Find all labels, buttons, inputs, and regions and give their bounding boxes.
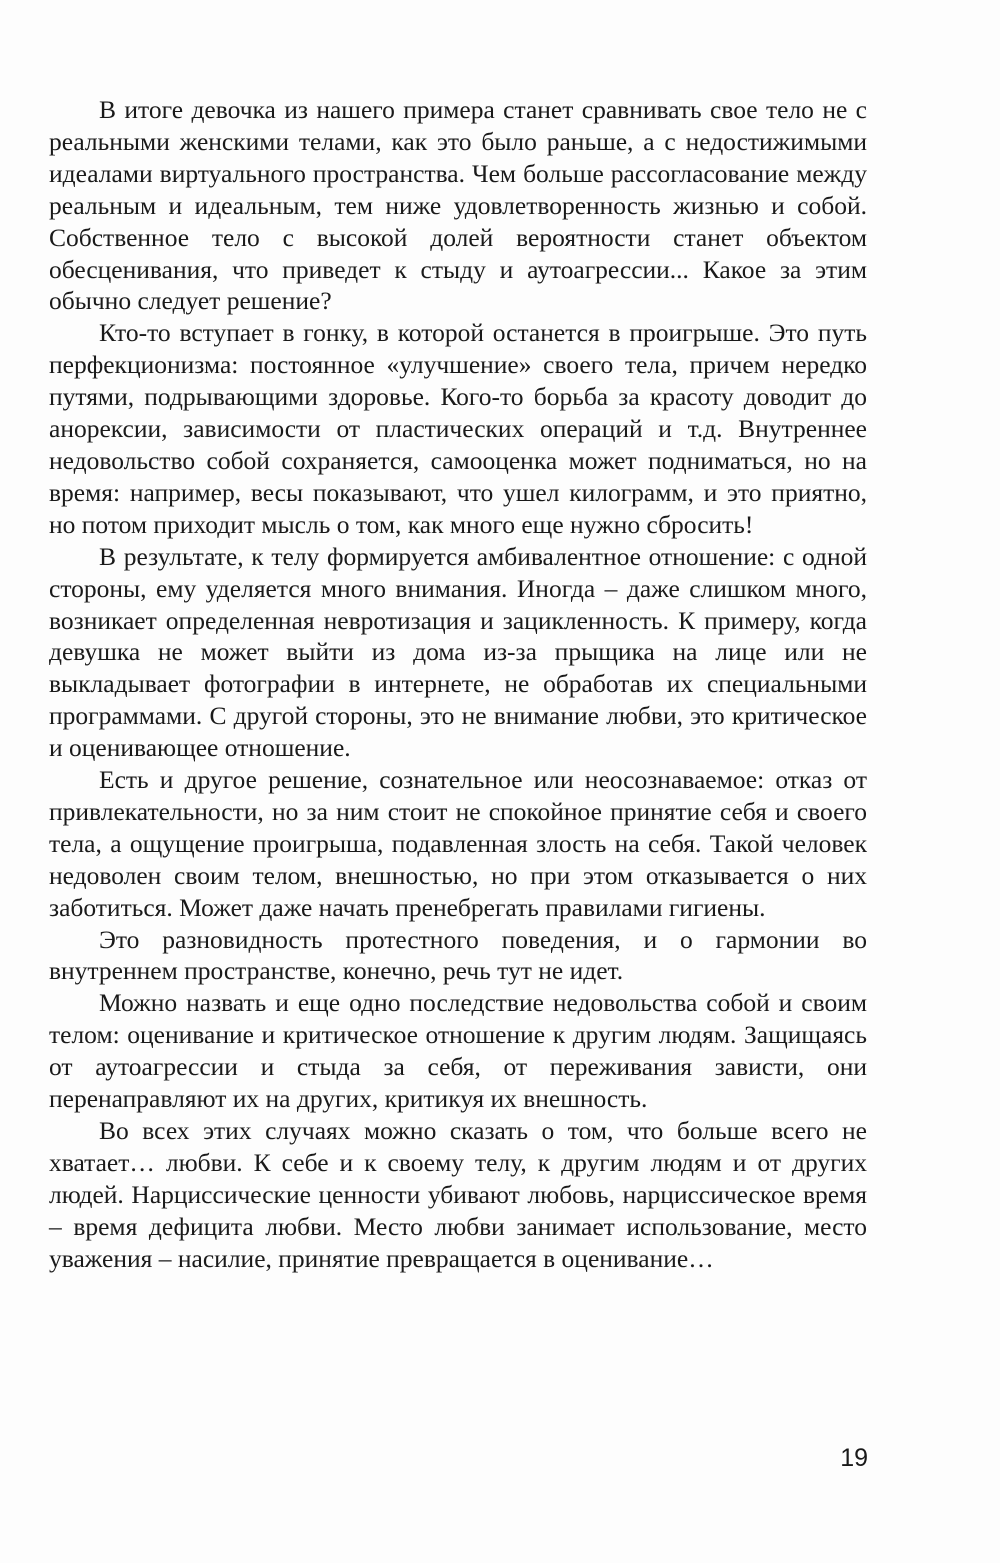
paragraph: Есть и другое решение, сознательное или неосознаваемое: отказ от привлекательности, но за ним стоит не спокойное принятие себя и своего тела, а ощущение проигрыша, подавленная злость на себя. Такой человек недоволен своим телом, внешностью, но при этом отказывается о них заботиться. Может даже начать пренебрегать правилами гигиены.	[49, 765, 867, 922]
paragraph: Можно назвать и еще одно последствие недовольства собой и своим телом: оценивание и критическое отношение к другим людям. Защищаясь от аутоагрессии и стыда за себя, от переживания зависти, они перенаправляют их на других, критикуя их внешность.	[49, 988, 867, 1114]
paragraph: Во всех этих случаях можно сказать о том, что больше всего не хватает… любви. К себе и к своему телу, к другим людям и от других людей. Нарциссические ценности убивают любовь, нарциссическое время – время дефицита любви. Место любви занимает использование, место уважения – насилие, принятие превращается в оценивание…	[49, 1116, 867, 1273]
paragraph: Это разновидность протестного поведения, и о гармонии во внутреннем пространстве, конечно, речь тут не идет.	[49, 924, 867, 986]
paragraph: В результате, к телу формируется амбивалентное отношение: с одной стороны, ему уделяется много внимания. Иногда – даже слишком много, возникает определенная невротизация и зацикленность. К примеру, когда девушка не может выйти из дома из-за прыщика на лице или не выкладывает фотографии в интернете, не обработав их специальными программами. С другой стороны, это не внимание любви, это критическое и оценивающее отношение.	[49, 541, 867, 763]
paragraph: Кто-то вступает в гонку, в которой останется в проигрыше. Это путь перфекционизма: постоянное «улучшение» своего тела, причем нередко путями, подрывающими здоровье. Кого-то борьба за красоту доводит до анорексии, зависимости от пластических операций и т.д. Внутреннее недовольство собой сохраняется, самооценка может подниматься, но на время: например, весы показывают, что ушел килограмм, и это приятно, но потом приходит мысль о том, как много еще нужно сбросить!	[49, 318, 867, 539]
body-text	[49, 94, 867, 1275]
paragraph: В итоге девочка из нашего примера станет сравнивать свое тело не с реальными женскими телами, как это было раньше, а с недостижимыми идеалами виртуального пространства. Чем больше рассогласование между реальным и идеальным, тем ниже удовлетворенность жизнью и собой. Собственное тело с высокой долей вероятности станет объектом обесценивания, что приведет к стыду и аутоагрессии... Какое за этим обычно следует решение?	[49, 95, 867, 316]
page-number: 19	[840, 1444, 868, 1472]
